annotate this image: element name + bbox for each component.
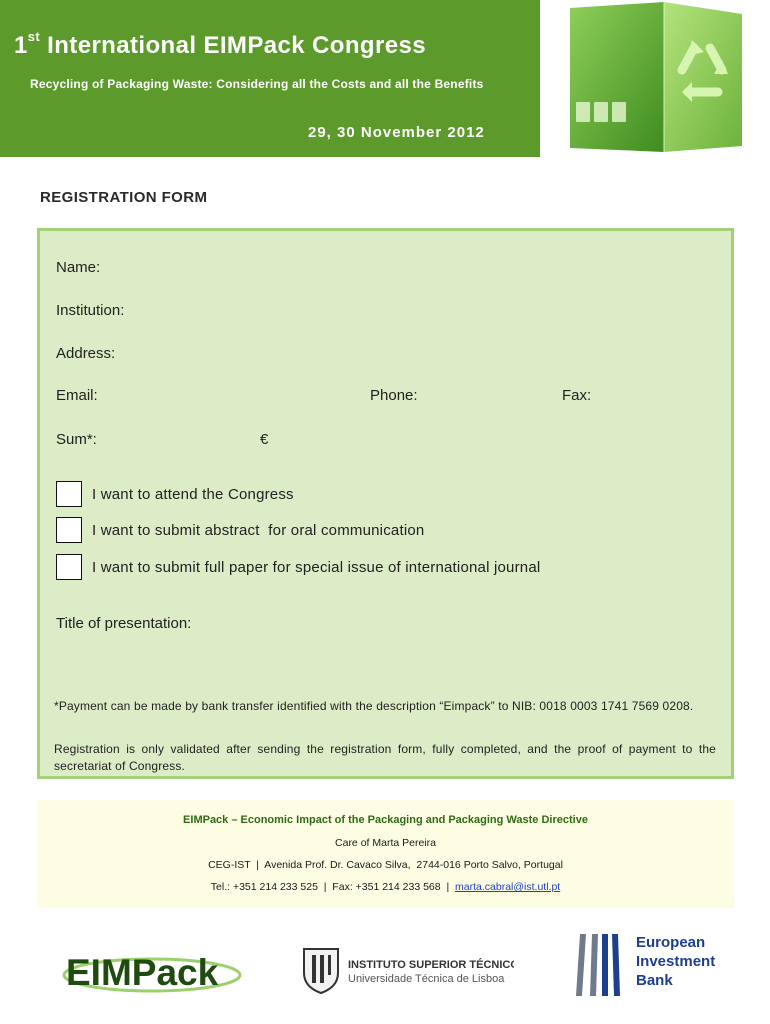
option-abstract-label: I want to submit abstract for oral communication: [92, 521, 425, 539]
congress-subtitle: Recycling of Packaging Waste: Considering all the Costs and all the Benefits: [30, 77, 484, 91]
congress-date: 29, 30 November 2012: [308, 124, 485, 141]
option-abstract-row[interactable]: [56, 517, 424, 543]
name-field[interactable]: Name:: [56, 259, 101, 276]
presentation-title-field[interactable]: Title of presentation:: [56, 615, 192, 632]
ist-university: Universidade Técnica de Lisboa: [348, 973, 505, 985]
attend-checkbox[interactable]: [56, 481, 82, 507]
payment-note: *Payment can be made by bank transfer identified with the description “Eimpack” to NIB: 0018 0003 1741 7569 0208.: [54, 699, 694, 713]
eib-logo: [570, 930, 720, 998]
recycling-cube-icon: [542, 0, 770, 160]
contact-phone-fax: [37, 881, 734, 893]
contact-address: CEG-IST | Avenida Prof. Dr. Cavaco Silva, 2744-016 Porto Salvo, Portugal: [208, 859, 563, 871]
contact-organization: EIMPack – Economic Impact of the Packaging and Packaging Waste Directive: [183, 814, 588, 826]
registration-form-panel: [37, 228, 734, 779]
eib-line2: Investment: [636, 953, 716, 970]
eib-line1: European: [636, 934, 706, 951]
full-paper-checkbox[interactable]: [56, 554, 82, 580]
currency-symbol: €: [260, 431, 269, 448]
phone-field[interactable]: Phone:: [370, 387, 418, 404]
address-field[interactable]: Address:: [56, 345, 116, 362]
eib-line3: Bank: [636, 972, 673, 989]
option-full-paper-row[interactable]: [56, 554, 540, 580]
congress-title: 1st International EIMPack Congress: [14, 29, 426, 59]
ist-name: INSTITUTO SUPERIOR TÉCNICO: [348, 959, 514, 971]
contact-phone-fax-text: Tel.: +351 214 233 525 | Fax: +351 214 233 568 |: [210, 881, 456, 893]
validation-note: Registration is only validated after sending the registration form, fully completed, and the proof of payment to the secretariat of Congress.: [54, 742, 716, 773]
eimpack-logo: [60, 945, 245, 995]
email-field[interactable]: Email:: [56, 387, 98, 404]
option-attend-row[interactable]: [56, 481, 294, 507]
fax-field[interactable]: Fax:: [562, 387, 592, 404]
contact-email-link[interactable]: marta.cabral@ist.utl.pt: [455, 881, 561, 893]
option-full-paper-label: I want to submit full paper for special issue of international journal: [92, 558, 541, 576]
institution-field[interactable]: Institution:: [56, 302, 125, 319]
registration-form-heading: REGISTRATION FORM: [40, 189, 208, 206]
ist-logo: [302, 945, 514, 995]
contact-box: [37, 800, 734, 908]
header-banner: [0, 0, 540, 157]
eimpack-logo-text: EIMPack: [66, 952, 219, 993]
contact-care-of: Care of Marta Pereira: [335, 837, 436, 849]
abstract-checkbox[interactable]: [56, 517, 82, 543]
sum-field[interactable]: Sum*:: [56, 431, 97, 448]
option-attend-label: I want to attend the Congress: [92, 485, 294, 503]
